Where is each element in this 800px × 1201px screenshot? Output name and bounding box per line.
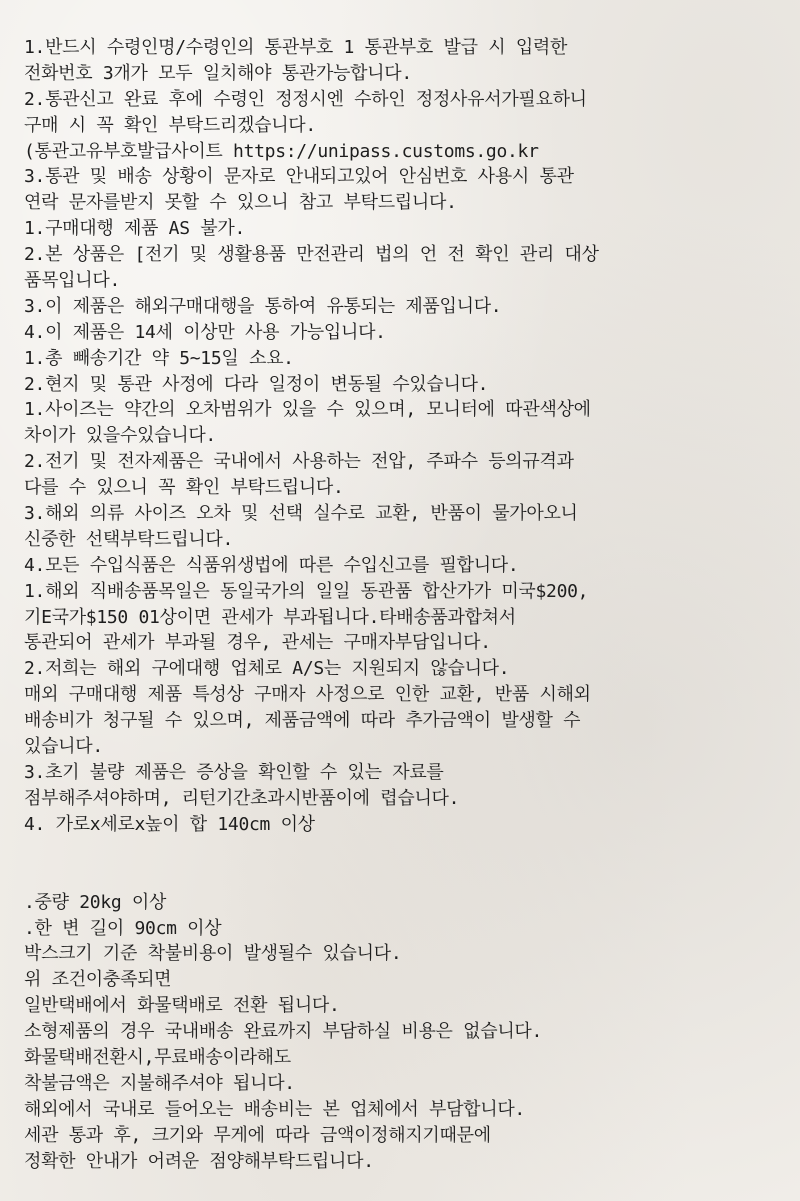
- freight-text-line: .중량 20kg 이상: [24, 891, 167, 913]
- notice-text-line: 점부해주셔야하며, 리턴기간초과시반품이에 렵습니다.: [24, 787, 460, 809]
- notice-text-line: 4.이 제품은 14세 이상만 사용 가능입니다.: [24, 321, 386, 343]
- notice-text-line: 1.해외 직배송품목일은 동일국가의 일일 동관품 합산가가 미국$200,: [24, 580, 589, 602]
- freight-text-line: 화물택배전환시,무료배송이라해도: [24, 1046, 291, 1068]
- notice-text-line: 1.반드시 수령인명/수령인의 통관부호 1 통관부호 발급 시 입력한: [24, 37, 568, 58]
- freight-text-line: 일반택배에서 화물택배로 전환 됩니다.: [24, 995, 340, 1017]
- notice-text-line: 2.저희는 해외 구에대행 업체로 A/S는 지원되지 않습니다.: [24, 658, 510, 680]
- notice-text-line: 연락 문자를받지 못할 수 있으니 참고 부탁드립니다.: [24, 192, 457, 214]
- freight-text-line: 소형제품의 경우 국내배송 완료까지 부담하실 비용은 없습니다.: [24, 1021, 543, 1043]
- notice-text-line: 전화번호 3개가 모두 일치해야 통관가능합니다.: [24, 62, 412, 84]
- notice-text-line: 배송비가 청구될 수 있으며, 제품금액에 따라 추가금액이 발생할 수: [24, 710, 581, 732]
- notice-text-line: 2.전기 및 전자제품은 국내에서 사용하는 전압, 주파수 등의규격과: [24, 451, 574, 473]
- notice-text-line: 차이가 있을수있습니다.: [24, 425, 216, 447]
- freight-text-line: 정확한 안내가 어려운 점양해부탁드립니다.: [24, 1150, 374, 1172]
- freight-text-line: 세관 통과 후, 크기와 무게에 따라 금액이정해지기때문에: [24, 1124, 491, 1146]
- notice-text-line: 4. 가로x세로x높이 합 140cm 이상: [24, 813, 315, 835]
- section-gap: [24, 838, 780, 890]
- freight-text-line: 위 조건이충족되면: [24, 969, 172, 991]
- notice-text-line: 매외 구매대행 제품 특성상 구매자 사정으로 인한 교환, 반품 시해외: [24, 684, 591, 706]
- notice-section-freight-delivery: [24, 890, 780, 1175]
- notice-text-line: 3.해외 의류 사이즈 오차 및 선택 실수로 교환, 반품이 물가아오니: [24, 503, 578, 525]
- notice-text-line: 기E국가$150 01상이면 관세가 부과됩니다.타배송품과합쳐서: [24, 606, 516, 628]
- notice-text-line: 3.통관 및 배송 상황이 문자로 안내되고있어 안심번호 사용시 통관: [24, 166, 574, 188]
- freight-text-line: 해외에서 국내로 들어오는 배송비는 본 업체에서 부담합니다.: [24, 1098, 525, 1120]
- freight-text-line: 박스크기 기준 착불비용이 발생될수 있습니다.: [24, 943, 402, 965]
- notice-text-line: 2.통관신고 완료 후에 수령인 정정시엔 수하인 정정사유서가필요하니: [24, 88, 587, 110]
- notice-section-customs-shipping: [24, 35, 780, 838]
- freight-text-line: .한 변 길이 90cm 이상: [24, 917, 222, 939]
- notice-text-line: 1.총 빼송기간 약 5~15일 소요.: [24, 347, 294, 369]
- notice-text-line: 1.사이즈는 약간의 오차범위가 있을 수 있으며, 모니터에 따관색상에: [24, 399, 591, 421]
- notice-text-line: 구매 시 꼭 확인 부탁드리겠습니다.: [24, 114, 316, 136]
- notice-text-line: 4.모든 수입식품은 식품위생법에 따른 수입신고를 필합니다.: [24, 554, 519, 576]
- freight-text-line: 착불금액은 지불해주셔야 됩니다.: [24, 1072, 295, 1094]
- notice-text-line: (통관고유부호발급사이트 https://unipass.customs.go.kr: [24, 140, 539, 162]
- notice-text-line: 통관되어 관세가 부과될 경우, 관세는 구매자부담입니다.: [24, 632, 491, 654]
- notice-text-line: 있습니다.: [24, 736, 103, 758]
- notice-text-line: 신중한 선택부탁드립니다.: [24, 528, 234, 550]
- notice-text-line: 2.본 상품은 [전기 및 생활용품 만전관리 법의 언 전 확인 관리 대상: [24, 244, 599, 266]
- notice-text-line: 3.이 제품은 해외구매대행을 통하여 유통되는 제품입니다.: [24, 295, 502, 317]
- notice-text-line: 2.현지 및 통관 사정에 다라 일정이 변동될 수있습니다.: [24, 373, 489, 395]
- notice-text-line: 3.초기 불량 제품은 증상을 확인할 수 있는 자료를: [24, 761, 444, 783]
- notice-text-line: 품목입니다.: [24, 270, 120, 292]
- notice-text-line: 다를 수 있으니 꼭 확인 부탁드립니다.: [24, 477, 344, 499]
- notice-text-line: 1.구매대행 제품 AS 불가.: [24, 218, 245, 240]
